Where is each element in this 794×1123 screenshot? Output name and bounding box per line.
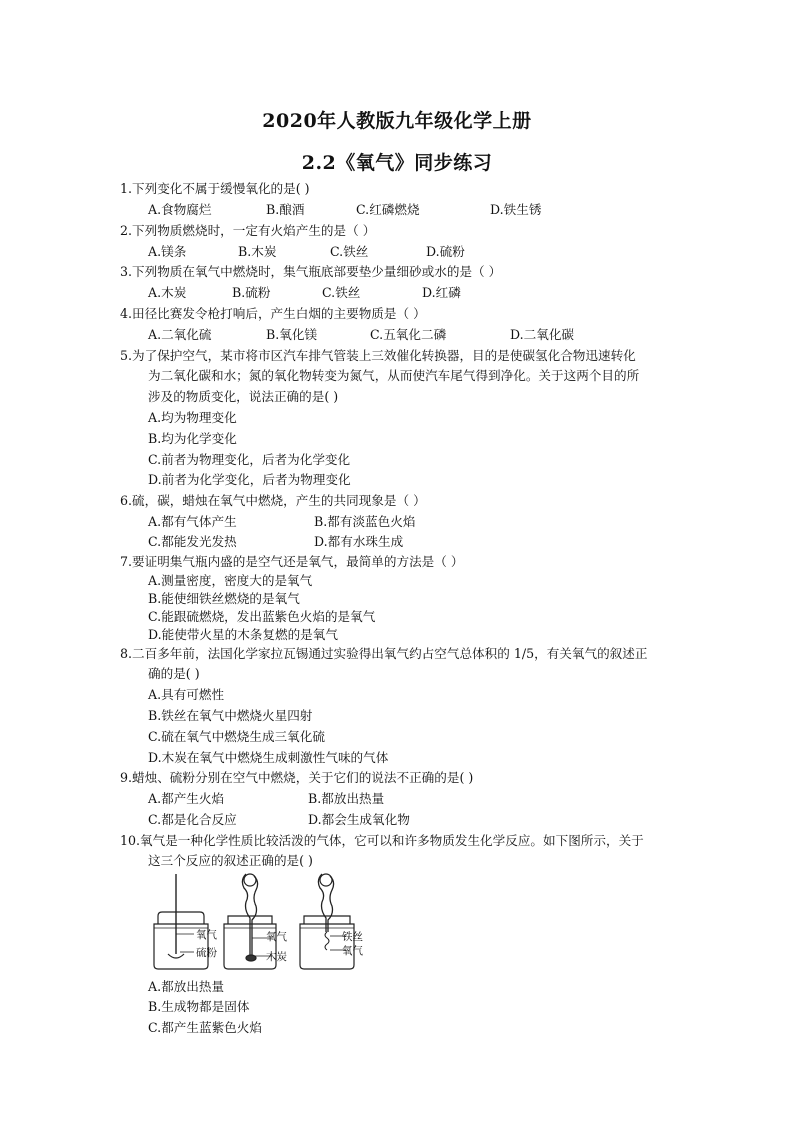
question-10-stem-line-1: 10.氧气是一种化学性质比较活泼的气体，它可以和许多物质发生化学反应。如下图所示，关于 xyxy=(120,833,644,848)
option: A.二氧化硫 xyxy=(148,327,212,342)
question-9-options-row-2 xyxy=(148,811,748,829)
question-4-options xyxy=(148,326,748,344)
option: B.都有淡蓝色火焰 xyxy=(314,514,416,529)
question-8-stem-line-1: 8.二百多年前，法国化学家拉瓦锡通过实验得出氧气约占空气总体积的 1/5，有关氧气的叙述正 xyxy=(120,646,648,661)
oxygen-reaction-figure xyxy=(146,872,386,974)
option: A.测量密度，密度大的是氧气 xyxy=(148,573,313,588)
question-1-stem: 1.下列变化不属于缓慢氧化的是( ) xyxy=(120,181,310,196)
option: B.木炭 xyxy=(238,244,277,259)
question-3-stem: 3.下列物质在氧气中燃烧时，集气瓶底部要垫少量细砂或水的是（ ） xyxy=(120,264,502,279)
jar-1-label-oxygen: 氧气 xyxy=(196,929,217,941)
option: C.都产生蓝紫色火焰 xyxy=(148,1020,262,1035)
option: D.硫粉 xyxy=(426,244,465,259)
option: A.食物腐烂 xyxy=(148,202,212,217)
option: A.木炭 xyxy=(148,285,187,300)
jar-2-label-charcoal: 木炭 xyxy=(266,951,287,963)
option: C.能跟硫燃烧，发出蓝紫色火焰的是氧气 xyxy=(148,609,376,624)
option: C.红磷燃烧 xyxy=(356,202,420,217)
question-4-stem: 4.田径比赛发令枪打响后，产生白烟的主要物质是（ ） xyxy=(120,306,426,321)
question-9-stem: 9.蜡烛、硫粉分别在空气中燃烧，关于它们的说法不正确的是( ) xyxy=(120,770,474,785)
option: D.能使带火星的木条复燃的是氧气 xyxy=(148,627,338,642)
question-6-stem: 6.硫，碳，蜡烛在氧气中燃烧，产生的共同现象是（ ） xyxy=(120,493,426,508)
option: B.都放出热量 xyxy=(308,791,385,806)
question-7-stem: 7.要证明集气瓶内盛的是空气还是氧气，最简单的方法是（ ） xyxy=(120,554,464,569)
option: B.氧化镁 xyxy=(266,327,318,342)
option: C.都是化合反应 xyxy=(148,812,237,827)
option: B.能使细铁丝燃烧的是氧气 xyxy=(148,591,300,606)
option: D.都会生成氧化物 xyxy=(308,812,410,827)
jar-3-label-iron-wire: 铁丝 xyxy=(342,931,363,943)
question-6-options-row-2 xyxy=(148,533,748,551)
question-5-stem-line-2: 为二氧化碳和水；氮的氧化物转变为氮气，从而使汽车尾气得到净化。关于这两个目的所 xyxy=(148,368,640,383)
jar-1-label-sulfur: 硫粉 xyxy=(196,947,217,959)
option: A.都有气体产生 xyxy=(148,514,237,529)
option: C.前者为物理变化，后者为化学变化 xyxy=(148,452,351,467)
option: D.铁生锈 xyxy=(490,202,542,217)
question-10-stem-line-2: 这三个反应的叙述正确的是( ) xyxy=(148,853,313,868)
question-5-stem-line-1: 5.为了保护空气，某市将市区汽车排气管装上三效催化转换器，目的是使碳氢化合物迅速转化 xyxy=(120,348,636,363)
question-3-options xyxy=(148,284,748,302)
option: D.二氧化碳 xyxy=(510,327,575,342)
option: D.木炭在氧气中燃烧生成刺激性气味的气体 xyxy=(148,750,389,765)
option: A.具有可燃性 xyxy=(148,687,225,702)
option: D.红磷 xyxy=(422,285,461,300)
option: A.都放出热量 xyxy=(148,979,225,994)
option: C.铁丝 xyxy=(330,244,369,259)
option: A.都产生火焰 xyxy=(148,791,225,806)
question-6-options-row-1 xyxy=(148,513,748,531)
option: A.镁条 xyxy=(148,244,187,259)
question-2-stem: 2.下列物质燃烧时，一定有火焰产生的是（ ） xyxy=(120,223,376,238)
question-5-stem-line-3: 涉及的物质变化，说法正确的是( ) xyxy=(148,389,339,404)
option: D.都有水珠生成 xyxy=(314,534,404,549)
option: C.五氧化二磷 xyxy=(370,327,447,342)
option: C.都能发光发热 xyxy=(148,534,237,549)
option: B.酿酒 xyxy=(266,202,305,217)
option: B.生成物都是固体 xyxy=(148,999,250,1014)
option: B.均为化学变化 xyxy=(148,431,237,446)
option: D.前者为化学变化，后者为物理变化 xyxy=(148,472,351,487)
option: A.均为物理变化 xyxy=(148,410,237,425)
page-subtitle: 2.2《氧气》同步练习 xyxy=(301,152,493,174)
option: B.铁丝在氧气中燃烧火星四射 xyxy=(148,708,313,723)
jar-3-label-oxygen: 氧气 xyxy=(342,945,363,957)
option: C.铁丝 xyxy=(322,285,361,300)
question-9-options-row-1 xyxy=(148,790,748,808)
option: B.硫粉 xyxy=(232,285,271,300)
question-1-options xyxy=(148,201,748,219)
jar-2-label-oxygen: 氧气 xyxy=(266,931,287,943)
question-8-stem-line-2: 确的是( ) xyxy=(148,666,200,681)
page-title: 2020年人教版九年级化学上册 xyxy=(262,110,532,132)
question-2-options xyxy=(148,243,748,261)
option: C.硫在氧气中燃烧生成三氧化硫 xyxy=(148,729,325,744)
